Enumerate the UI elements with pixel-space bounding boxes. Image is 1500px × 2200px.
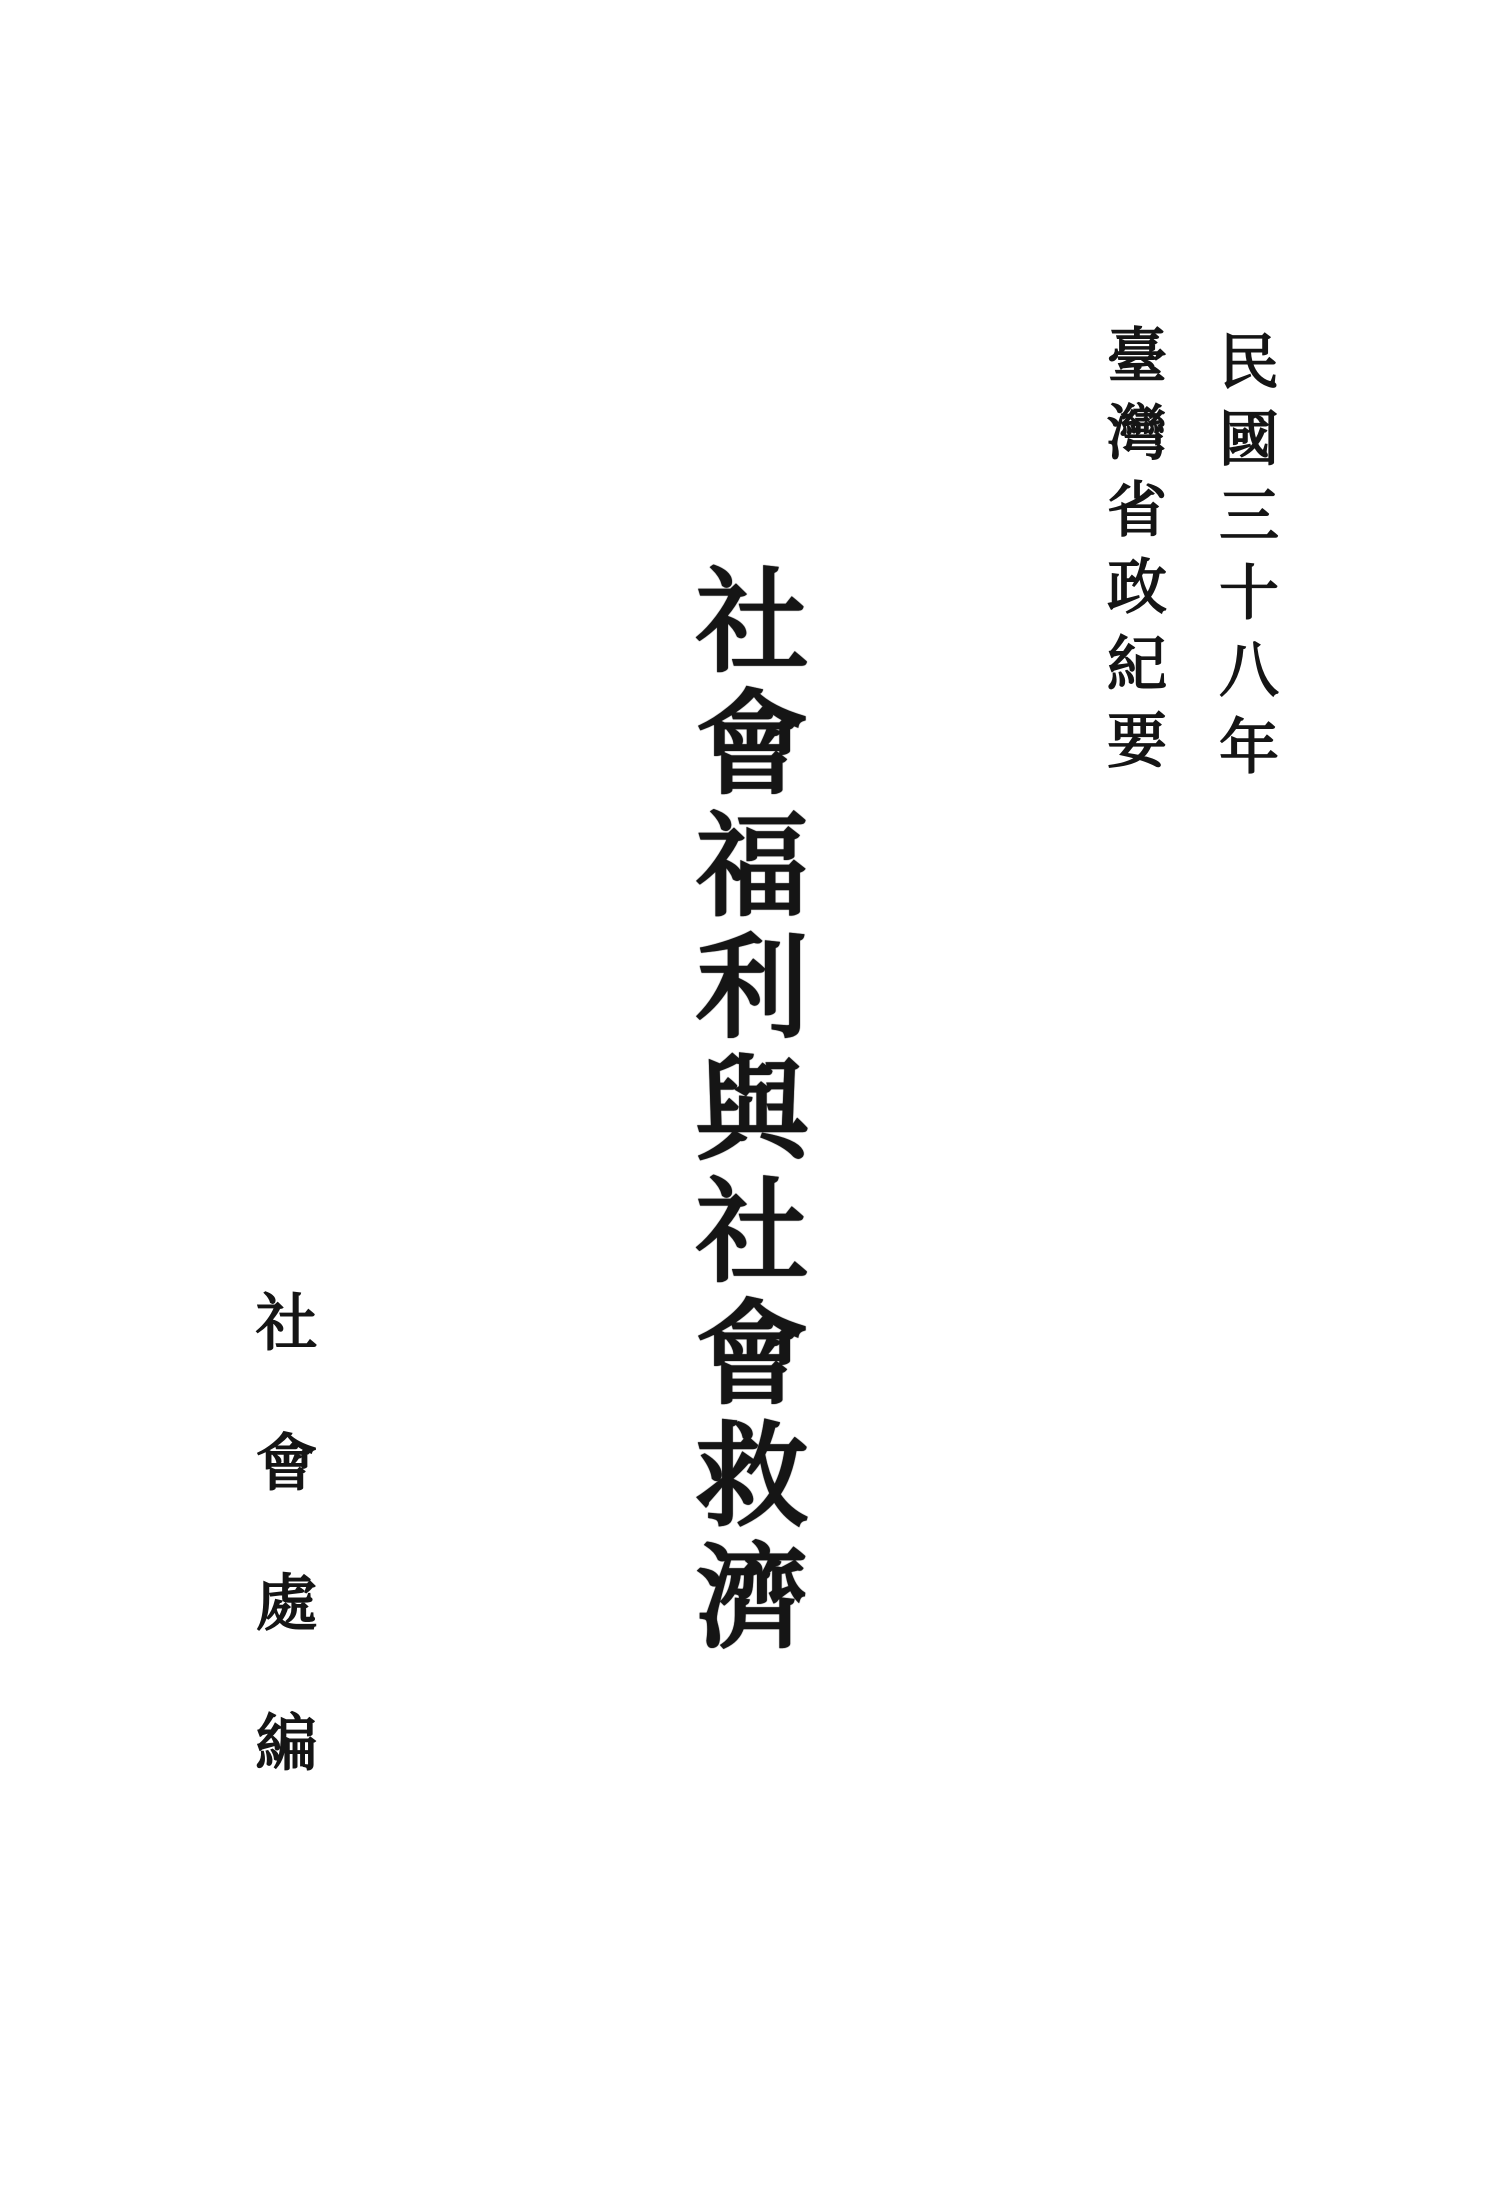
date-column: 民國三十八年: [1209, 330, 1279, 792]
editor-column: 社會處編: [245, 1290, 318, 1850]
book-title: 社會福利與社會救濟: [677, 562, 810, 1660]
series-title-column: 臺灣省政紀要: [1097, 324, 1167, 786]
